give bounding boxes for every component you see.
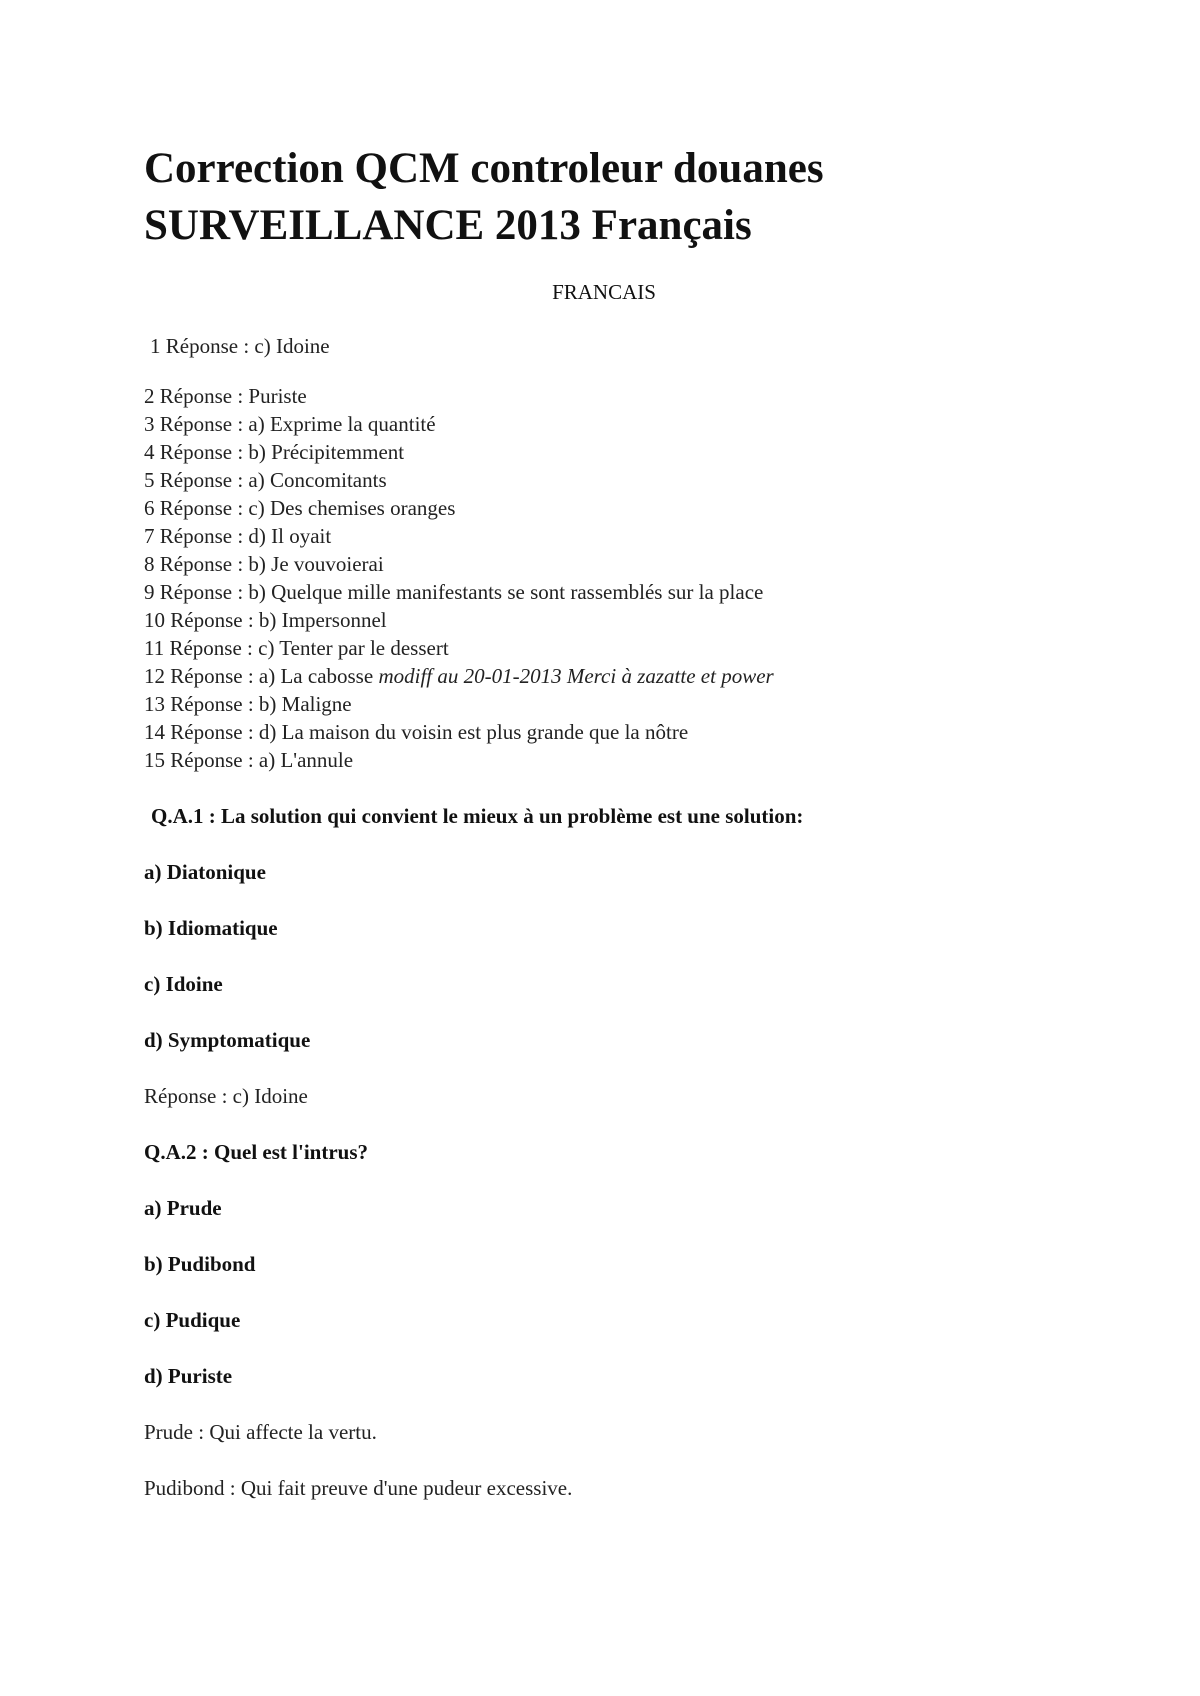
answer-line: 2 Réponse : Puriste	[144, 384, 307, 408]
option-a: a) Diatonique	[144, 860, 266, 884]
option-c: c) Pudique	[144, 1308, 241, 1332]
answer-line	[144, 662, 1064, 690]
answer-line: 6 Réponse : c) Des chemises oranges	[144, 496, 456, 520]
option-d: d) Puriste	[144, 1364, 233, 1388]
option-b: b) Idiomatique	[144, 916, 278, 940]
question-qa2: Q.A.2 : Quel est l'intrus?	[144, 1140, 368, 1164]
answer-line: 13 Réponse : b) Maligne	[144, 692, 352, 716]
option-a: a) Prude	[144, 1196, 222, 1220]
answer-line: 14 Réponse : d) La maison du voisin est plus grande que la nôtre	[144, 720, 689, 744]
answer-line: 7 Réponse : d) Il oyait	[144, 524, 332, 548]
document-body	[144, 140, 1064, 1502]
option-c: c) Idoine	[144, 972, 223, 996]
answer-line: 8 Réponse : b) Je vouvoierai	[144, 552, 384, 576]
answer-line: 4 Réponse : b) Précipitemment	[144, 440, 405, 464]
definition-line: Pudibond : Qui fait preuve d'une pudeur excessive.	[144, 1476, 573, 1500]
answer-line: 5 Réponse : a) Concomitants	[144, 468, 387, 492]
option-b: b) Pudibond	[144, 1252, 256, 1276]
question-qa1: Q.A.1 : La solution qui convient le mieux à un problème est une solution:	[151, 804, 804, 828]
definition-line: Prude : Qui affecte la vertu.	[144, 1420, 377, 1444]
document-title	[144, 140, 1064, 254]
answer-line: 9 Réponse : b) Quelque mille manifestants se sont rassemblés sur la place	[144, 580, 764, 604]
answer-line: 11 Réponse : c) Tenter par le dessert	[144, 636, 449, 660]
answer-line: 15 Réponse : a) L'annule	[144, 748, 354, 772]
section-heading: FRANCAIS	[552, 280, 656, 304]
modification-note: modiff au 20-01-2013 Merci à zazatte et power	[378, 664, 774, 688]
answer-line: 10 Réponse : b) Impersonnel	[144, 608, 387, 632]
answer-list	[144, 382, 1064, 774]
qa1-answer: Réponse : c) Idoine	[144, 1084, 308, 1108]
answer-text: 12 Réponse : a) La cabosse	[144, 664, 379, 688]
answer-line-1: 1 Réponse : c) Idoine	[150, 334, 330, 358]
title-line-2: SURVEILLANCE 2013 Français	[144, 202, 752, 249]
title-line-1: Correction QCM controleur douanes	[144, 145, 824, 192]
answer-line: 3 Réponse : a) Exprime la quantité	[144, 412, 436, 436]
option-d: d) Symptomatique	[144, 1028, 311, 1052]
